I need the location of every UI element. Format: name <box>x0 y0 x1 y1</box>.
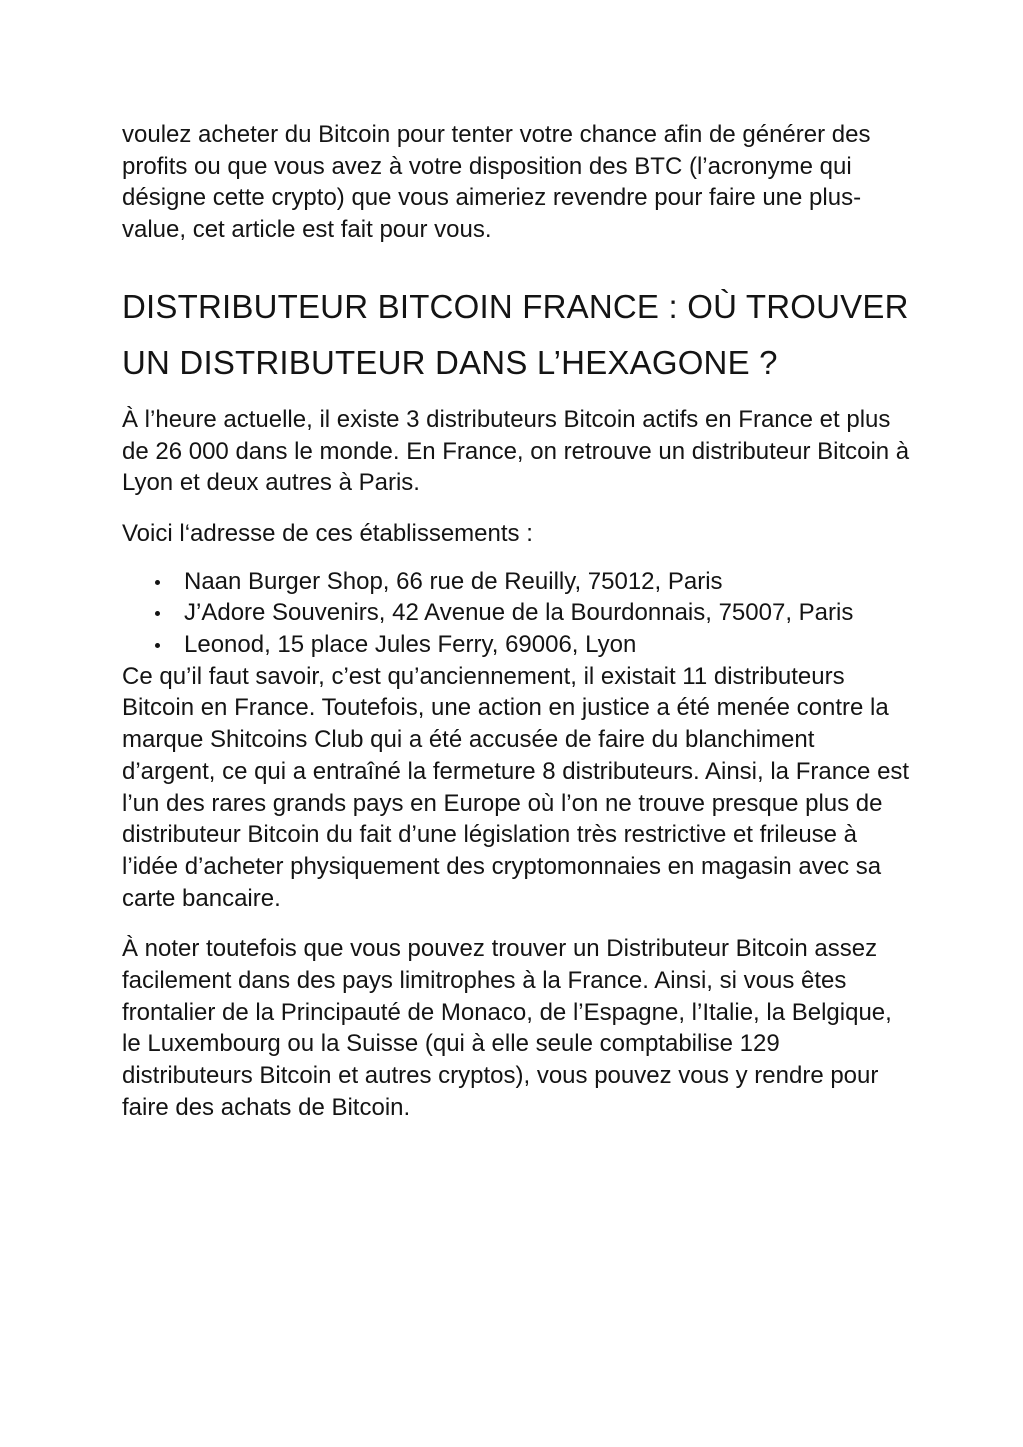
intro-paragraph: voulez acheter du Bitcoin pour tenter votre chance afin de générer des profits ou que vous avez à votre disposition des BTC (l’acronyme qui désigne cette crypto) que vous aimeriez revendre pour faire une plus-value, cet article est fait pour vous. <box>122 121 871 244</box>
document-page <box>122 119 912 1124</box>
section-heading: DISTRIBUTEUR BITCOIN FRANCE : OÙ TROUVER UN DISTRIBUTEUR DANS L’HEXAGONE ? <box>122 287 909 382</box>
paragraph-history: Ce qu’il faut savoir, c’est qu’anciennement, il existait 11 distributeurs Bitcoin en France. Toutefois, une action en justice a été menée contre la marque Shitcoins Club qui a été accusée de faire du blanchiment d’argent, ce qui a entraîné la fermeture 8 distributeurs. Ainsi, la France est l’un des rares grands pays en Europe où l’on ne trouve presque plus de distributeur Bitcoin du fait d’une législation très restrictive et frileuse à l’idée d’acheter physiquement des cryptomonnaies en magasin avec sa carte bancaire. <box>122 662 910 912</box>
paragraph-distributors-count: À l’heure actuelle, il existe 3 distributeurs Bitcoin actifs en France et plus de 26 000 dans le monde. En France, on retrouve un distributeur Bitcoin à Lyon et deux autres à Paris. <box>122 405 910 497</box>
list-item-text: J’Adore Souvenirs, 42 Avenue de la Bourdonnais, 75007, Paris <box>184 599 854 627</box>
bullet-icon <box>155 611 160 616</box>
paragraph-addresses-intro: Voici l‘adresse de ces établissements : <box>122 519 533 547</box>
list-item <box>122 629 912 661</box>
list-item <box>122 566 912 598</box>
address-list <box>122 566 912 661</box>
list-item-text: Leonod, 15 place Jules Ferry, 69006, Lyon <box>184 631 637 659</box>
bullet-icon <box>155 643 160 648</box>
bullet-icon <box>155 580 160 585</box>
paragraph-neighbouring-countries: À noter toutefois que vous pouvez trouver un Distributeur Bitcoin assez facilement dans des pays limitrophes à la France. Ainsi, si vous êtes frontalier de la Principauté de Monaco, de l’Espagne, l’Italie, la Belgique, le Luxembourg ou la Suisse (qui à elle seule comptabilise 129 distributeurs Bitcoin et autres cryptos), vous pouvez vous y rendre pour faire des achats de Bitcoin. <box>122 935 892 1121</box>
list-item <box>122 597 912 629</box>
list-item-text: Naan Burger Shop, 66 rue de Reuilly, 75012, Paris <box>184 567 723 595</box>
